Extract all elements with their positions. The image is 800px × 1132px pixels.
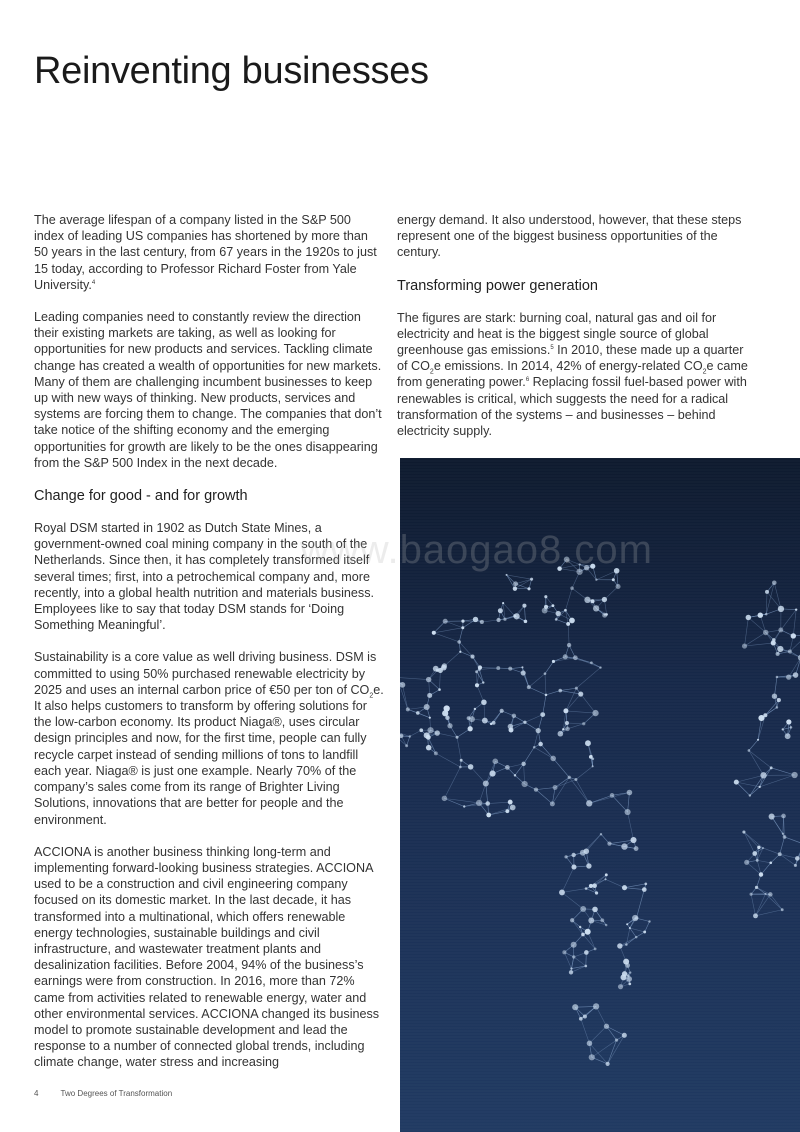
network-node <box>482 681 484 683</box>
network-node <box>788 649 792 653</box>
network-node <box>506 574 508 576</box>
network-node <box>424 704 430 710</box>
network-node <box>550 801 555 806</box>
network-node <box>461 626 464 629</box>
network-node <box>545 694 548 697</box>
network-node <box>622 885 627 890</box>
network-node <box>748 749 751 752</box>
network-node <box>481 700 487 706</box>
network-node <box>592 758 595 761</box>
network-node <box>565 727 570 732</box>
network-node <box>758 715 764 721</box>
network-node <box>579 1017 583 1021</box>
network-node <box>781 814 786 819</box>
network-node <box>559 889 565 895</box>
network-node <box>757 739 759 741</box>
network-node <box>498 608 503 613</box>
network-node <box>502 602 504 604</box>
network-node <box>552 660 555 663</box>
network-node <box>470 655 474 659</box>
network-node <box>746 615 752 621</box>
network-node <box>585 887 588 890</box>
network-node <box>463 805 465 807</box>
network-node <box>625 809 631 815</box>
network-node <box>522 781 528 787</box>
network-node <box>569 618 575 624</box>
paragraph-lifespan: The average lifespan of a company listed in the S&P 500 index of leading US companies has shortened by more than 50 years in the last century, from 67 years in the 1920s to just 15 today, according to Professor Richard Foster from Yale University.$^4$ <box>34 213 377 292</box>
network-node <box>629 971 631 973</box>
network-node <box>605 924 607 926</box>
network-node <box>621 843 627 849</box>
page-number: 4 <box>34 1089 39 1098</box>
network-node <box>588 918 594 924</box>
network-node <box>562 728 564 730</box>
network-node <box>556 611 561 616</box>
network-node <box>795 609 797 611</box>
network-node <box>508 667 512 671</box>
network-node <box>795 856 800 861</box>
network-node <box>793 672 799 678</box>
network-node <box>570 586 574 590</box>
network-node <box>777 698 781 702</box>
network-node <box>569 970 573 974</box>
paragraph-energy-demand: energy demand. It also understood, however, that these steps represent one of the biggest business opportunities of the century. <box>397 213 742 260</box>
network-node <box>553 785 558 790</box>
network-node <box>474 708 476 710</box>
paragraph-figures-stark: The figures are stark: burning coal, natural gas and oil for electricity and heat is the biggest single source of global greenhouse gas emissions.$^5$ In 2010, these made up a quarter of $CO_2e$ emissions. In 2014, 42% of energy-related $CO_2e$ came from generating power.$^6$ Replacing fossil fuel-based power with renewables is critical, which suggests the need for a radical transformation of the systems – and businesses – behind electricity supply. <box>397 310 748 439</box>
network-node <box>552 604 555 607</box>
network-node <box>563 654 568 659</box>
network-node <box>496 666 500 670</box>
network-node <box>627 790 633 796</box>
network-node <box>607 842 611 846</box>
network-node <box>630 837 636 843</box>
network-node <box>744 860 749 865</box>
network-node <box>617 943 622 948</box>
network-node <box>530 578 533 581</box>
network-node <box>508 800 513 805</box>
paragraph-sustainability: Sustainability is a core value as well driving business. DSM is committed to using 50% purchased renewable electricity by 2025 and uses an internal carbon price of €50 per ton of $CO_2e$. It also helps customers to transform by offering solutions for the low-carbon economy. Its product Niaga®, uses circular design principles and now, for the first time, people can fully recycle carpet instead of sending millions of tons to landfill each year. Niaga® is just one example. Nearly 70% of the company’s sales come from its range of Brighter Living Solutions, innovations that are better for people and the environment. <box>34 650 384 827</box>
network-node <box>405 744 408 747</box>
network-node <box>459 766 462 769</box>
network-node <box>794 864 797 867</box>
network-node <box>776 652 780 656</box>
network-node <box>475 670 478 673</box>
network-node <box>622 971 627 976</box>
network-node <box>473 617 478 622</box>
network-node <box>426 745 432 751</box>
network-node <box>508 724 514 730</box>
network-node <box>442 796 447 801</box>
network-node <box>538 742 543 747</box>
network-node <box>435 730 440 735</box>
network-node <box>433 666 439 672</box>
network-node <box>571 865 576 870</box>
network-node <box>562 950 566 954</box>
network-node <box>513 581 518 586</box>
network-node <box>785 733 791 739</box>
network-node <box>581 933 585 937</box>
network-node <box>567 643 571 647</box>
network-node <box>426 677 431 682</box>
network-node <box>782 833 784 835</box>
network-node <box>778 627 783 632</box>
network-node <box>443 619 448 624</box>
network-node <box>612 578 615 581</box>
network-node <box>490 723 492 725</box>
network-node <box>441 665 447 671</box>
network-node <box>769 814 775 820</box>
network-node <box>555 618 558 621</box>
network-node <box>505 765 510 770</box>
network-node <box>622 1033 627 1038</box>
network-node <box>568 776 571 779</box>
network-node <box>409 735 412 738</box>
network-node <box>542 608 548 614</box>
network-node <box>616 584 621 589</box>
network-node <box>753 913 758 918</box>
paragraph-leading-companies: Leading companies need to constantly review the direction their existing markets are taking, as well as looking for opportunities for new products and services. Tackling climate change has created a wealth of opportunities for new markets. Many of them are challenging incumbent businesses to keep up with new ways of thinking. New products, services and systems are forcing them to change. The companies that don’t take notice of the shifting economy and the emerging opportunities for growth are likely to be the ones disappearing from the S&P 500 Index in the next decade. <box>34 310 382 470</box>
paragraph-acciona: ACCIONA is another business thinking long-term and implementing forward-looking business strategies. ACCIONA used to be a construction and civil engineering company focused on its domestic market. In the last decade, it has transformed into a multinational, which offers renewable energy technologies, sustainable buildings and civil infrastructure, and wastewater treatment plants and desalinization facilities. Before 2004, 94% of the business’s earnings were from construction. In 2016, more than 72% came from activities related to renewable energy, water and other environmental services. ACCIONA changed its business model to promote sustainable development and lead the response to a number of connected global trends, including climate change, water stress and increasing <box>34 844 380 1070</box>
network-node <box>513 586 517 590</box>
network-node <box>534 787 538 791</box>
network-node <box>510 805 516 811</box>
network-node <box>503 618 506 621</box>
network-node <box>585 740 591 746</box>
page-title: Reinventing businesses <box>34 50 429 92</box>
network-node <box>572 955 575 958</box>
network-node <box>756 859 759 862</box>
network-node <box>558 731 564 737</box>
network-node <box>514 613 520 619</box>
network-node <box>427 727 433 733</box>
network-node <box>765 893 767 895</box>
network-node <box>459 651 461 653</box>
network-node <box>635 936 638 939</box>
network-node <box>742 643 747 648</box>
network-node <box>584 965 587 968</box>
network-node <box>593 1003 599 1009</box>
network-node <box>460 759 463 762</box>
network-node <box>426 735 431 740</box>
network-node <box>755 886 758 889</box>
network-node <box>468 726 473 731</box>
network-node <box>566 622 570 626</box>
network-node <box>527 587 530 590</box>
network-node <box>438 688 441 691</box>
network-node <box>758 612 763 617</box>
network-node <box>427 693 432 698</box>
network-node <box>563 708 568 713</box>
network-node <box>625 963 630 968</box>
network-node <box>643 931 646 934</box>
network-node <box>790 726 793 729</box>
network-node <box>759 786 761 788</box>
network-node <box>595 891 598 894</box>
network-node <box>604 614 606 616</box>
network-node <box>406 707 410 711</box>
network-node <box>592 883 597 888</box>
network-node <box>786 719 791 724</box>
network-node <box>791 633 796 638</box>
network-node <box>606 1062 610 1066</box>
heading-transforming-power: Transforming power generation <box>397 277 598 294</box>
network-node <box>505 809 509 813</box>
network-node <box>536 728 541 733</box>
network-node <box>642 887 647 892</box>
network-node <box>584 950 589 955</box>
network-node <box>540 712 545 717</box>
network-node <box>778 852 782 856</box>
network-node <box>447 723 452 728</box>
network-node <box>468 764 474 770</box>
network-node <box>592 765 594 767</box>
network-node <box>604 1024 609 1029</box>
network-node <box>486 813 491 818</box>
network-node <box>757 846 760 849</box>
network-node <box>765 613 768 616</box>
network-node <box>524 620 528 624</box>
network-node <box>749 794 751 796</box>
network-node <box>600 833 602 835</box>
network-node <box>521 666 523 668</box>
network-node <box>492 758 498 764</box>
network-node <box>432 631 436 635</box>
network-node <box>629 927 631 929</box>
network-node <box>782 728 784 730</box>
network-node <box>628 983 631 986</box>
network-node <box>416 711 420 715</box>
network-node <box>514 774 516 776</box>
network-node <box>786 674 791 679</box>
heading-change-for-good: Change for good - and for growth <box>34 488 248 505</box>
network-node <box>580 850 586 856</box>
network-node <box>523 721 526 724</box>
network-node <box>763 630 769 636</box>
network-node <box>564 855 567 858</box>
network-node <box>512 714 517 719</box>
network-node <box>776 706 779 709</box>
network-node <box>626 976 632 982</box>
network-node <box>489 770 495 776</box>
network-node <box>589 1054 595 1060</box>
network-node <box>768 892 773 897</box>
network-node <box>573 655 578 660</box>
network-node <box>626 923 628 925</box>
network-node <box>478 665 482 669</box>
network-node <box>776 676 779 679</box>
network-node <box>429 717 431 719</box>
network-node <box>582 722 585 725</box>
network-node <box>765 590 769 594</box>
left-column <box>34 212 384 1087</box>
network-node <box>594 947 597 950</box>
network-node <box>783 835 787 839</box>
network-node <box>593 605 599 611</box>
page-footer <box>34 1089 172 1098</box>
network-node <box>442 710 448 716</box>
network-node <box>564 609 567 612</box>
network-node <box>521 762 525 766</box>
network-node <box>591 599 595 603</box>
network-node <box>592 710 598 716</box>
network-node <box>615 1038 618 1041</box>
network-node <box>644 882 647 885</box>
network-node <box>579 926 581 928</box>
network-node <box>602 597 607 602</box>
network-node <box>632 915 638 921</box>
network-node <box>734 780 739 785</box>
network-node <box>544 595 547 598</box>
network-node <box>589 884 593 888</box>
network-node <box>759 872 763 876</box>
network-node <box>750 893 753 896</box>
network-node <box>475 683 479 687</box>
network-node <box>483 781 489 787</box>
network-node <box>572 1004 578 1010</box>
network-node <box>572 853 576 857</box>
network-node <box>590 755 592 757</box>
network-node <box>570 967 572 969</box>
network-node <box>469 716 475 722</box>
network-node <box>618 984 623 989</box>
network-node <box>476 800 482 806</box>
network-node <box>605 873 608 876</box>
network-node <box>485 801 490 806</box>
paragraph-royal-dsm: Royal DSM started in 1902 as Dutch State Mines, a government-owned coal mining company in the south of the Netherlands. Since then, it has completely transformed itself several times; first, into a petrochemical company and, more recently, into a global health nutrition and materials business. Employees like to say that today DSM stands for ‘Doing Something Meaningful’. <box>34 521 374 633</box>
network-node <box>575 687 578 690</box>
network-node <box>648 920 650 922</box>
network-node <box>777 646 783 652</box>
network-node <box>595 579 597 581</box>
network-node <box>592 907 598 913</box>
network-node <box>772 638 776 642</box>
network-node <box>550 756 556 762</box>
network-node <box>781 908 784 911</box>
network-node <box>772 581 777 586</box>
network-node <box>456 736 459 739</box>
network-node <box>480 620 484 624</box>
network-node <box>522 604 526 608</box>
network-node <box>599 666 601 668</box>
network-node <box>527 685 531 689</box>
network-node <box>583 1014 587 1018</box>
network-node <box>769 861 772 864</box>
network-node <box>565 721 569 725</box>
network-node <box>482 718 488 724</box>
network-node <box>500 709 504 713</box>
network-node <box>604 878 606 880</box>
network-node <box>791 772 797 778</box>
network-node <box>590 661 593 664</box>
network-node <box>434 751 438 755</box>
network-node <box>610 793 615 798</box>
network-node <box>544 672 547 675</box>
network-node <box>584 597 590 603</box>
network-node <box>760 772 766 778</box>
network-node <box>772 693 777 698</box>
network-node <box>770 766 773 769</box>
right-column <box>397 212 749 455</box>
network-node <box>586 863 591 868</box>
network-node <box>752 851 757 856</box>
network-node <box>600 918 604 922</box>
network-node <box>571 942 577 948</box>
footer-publication-title: Two Degrees of Transformation <box>60 1089 173 1098</box>
network-node <box>521 670 526 675</box>
network-node <box>634 846 639 851</box>
network-node <box>457 640 461 644</box>
network-node <box>778 606 784 612</box>
network-node <box>762 847 764 849</box>
network-node <box>533 746 536 749</box>
network-node <box>625 943 628 946</box>
network-node <box>419 728 423 732</box>
network-node <box>570 918 574 922</box>
network-node <box>742 830 745 833</box>
network-node <box>574 778 577 781</box>
network-node <box>587 1041 593 1047</box>
network-node <box>578 691 583 696</box>
network-node <box>585 929 591 935</box>
network-node <box>580 906 586 912</box>
network-node <box>586 800 592 806</box>
network-node <box>558 689 562 693</box>
watermark-text: www.baogao8.com <box>300 528 653 572</box>
network-node <box>496 618 500 622</box>
network-node <box>461 619 464 622</box>
